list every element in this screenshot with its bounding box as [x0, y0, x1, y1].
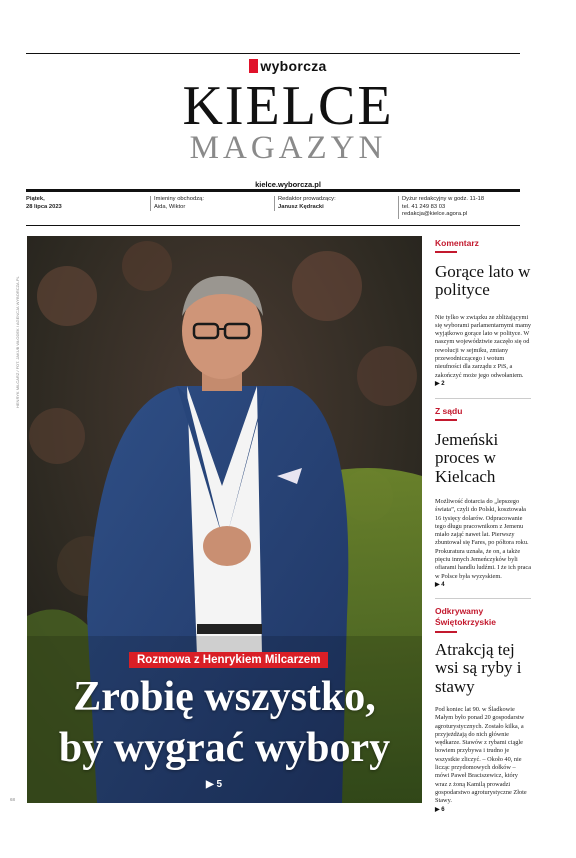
- section-label: Odkrywamy Świętokrzyskie: [435, 606, 496, 627]
- page-number: 68: [10, 797, 16, 802]
- headline-line-2: by wygrać wybory: [58, 725, 391, 771]
- section-title: Gorące lato w polityce: [435, 261, 531, 299]
- interview-kicker[interactable]: Rozmowa z Henrykiem Milcarzem: [129, 652, 328, 668]
- date-day: 28 lipca 2023: [26, 203, 62, 210]
- duty-info: [398, 196, 522, 219]
- duty-hours: Dyżur redakcyjny w godz. 11-18: [402, 196, 485, 202]
- sidebar-divider: [435, 398, 531, 399]
- header-rule: [26, 189, 520, 192]
- cover-page-ref[interactable]: ▶ 5: [206, 779, 223, 790]
- duty-phone: tel. 41 249 83 03: [402, 203, 446, 210]
- photo-credit: HENRYK MILCARZ / FOT. JAKUB WŁODEK / AGENCJA WYBORCZA.PL: [15, 276, 20, 408]
- sidebar-item-z-sadu[interactable]: [435, 406, 531, 588]
- section-rule: [435, 419, 457, 421]
- date-weekday: Piątek,: [26, 196, 45, 202]
- top-rule: [26, 53, 520, 54]
- section-page-ref: ▶ 2: [435, 380, 445, 387]
- sidebar-divider: [435, 598, 531, 599]
- section-label: Z sądu: [435, 406, 463, 416]
- nameday-names: Aida, Wiktor: [154, 203, 186, 210]
- sidebar-item-komentarz[interactable]: [435, 238, 531, 387]
- date-info: [26, 196, 144, 211]
- section-title: Atrakcją tej wsi są ryby i stawy: [435, 639, 522, 696]
- editor-label: Redaktor prowadzący:: [278, 196, 336, 202]
- section-body: Pod koniec lat 90. w Śladkowie Małym było ponad 20 gospodarstw agroturystycznych. Zostało kilka, a przyjeżdżają do nich głównie wędkarze. Stawów z rybami ciągle bowiem przybywa i trudno je wszystkie zliczyć. – Około 40, nie licząc przydomowych dołków – mówi Paweł Braciszewicz, który wraz z żoną Kamilą prowadzi gospodarstwo agroturystyczne Złote Stawy.: [435, 706, 527, 805]
- headline-line-1: Zrobię wszystko,: [73, 674, 376, 720]
- info-bar: [26, 196, 520, 224]
- editor-name: Janusz Kędracki: [278, 203, 324, 210]
- masthead-title: KIELCE: [182, 75, 394, 137]
- wyborcza-logo[interactable]: [0, 58, 576, 74]
- section-rule: [435, 631, 457, 633]
- info-bottom-rule: [26, 225, 520, 226]
- logo-mark-icon: [249, 59, 258, 73]
- section-page-ref: ▶ 4: [435, 581, 445, 588]
- site-url[interactable]: kielce.wyborcza.pl: [255, 180, 321, 189]
- section-label: Komentarz: [435, 238, 479, 248]
- sidebar-item-odkrywamy[interactable]: [435, 606, 531, 813]
- cover-headline[interactable]: [27, 672, 422, 774]
- section-rule: [435, 251, 457, 253]
- duty-email[interactable]: redakcja@kielce.agora.pl: [402, 211, 468, 217]
- editor-info: [274, 196, 396, 211]
- nameday-label: Imieniny obchodzą:: [154, 196, 204, 202]
- nameday-info: [150, 196, 272, 211]
- section-page-ref: ▶ 6: [435, 806, 445, 813]
- brand-text: wyborcza: [260, 58, 327, 74]
- section-title: Jemeński proces w Kielcach: [435, 429, 499, 486]
- masthead-subtitle: MAGAZYN: [189, 130, 387, 166]
- section-body: Możliwość dotarcia do „lepszego świata”, czyli do Polski, kosztowała 16 tysięcy dolarów. Odpracowanie tego długu pracownikom z Jemenu miało zająć nawet lat. Pierwszy zbuntował się Fares, po półtora roku. Prokuratura uznała, że on, a także pięciu innych Jemeńczyków byli ofiarami handlu ludźmi. I że ich praca w Polsce była wyzyskiem.: [435, 498, 531, 580]
- section-body: Nie tylko w związku ze zbliżającymi się wyborami parlamentarnymi mamy wyjątkowo gorące lato w polityce. W naszym województwie zaczęło się od rewolucji w sejmiku, zmiany przewodniczącego i wotum nieufności dla zarządu z PiS, a zakończyć może jego odwołaniem.: [435, 313, 531, 379]
